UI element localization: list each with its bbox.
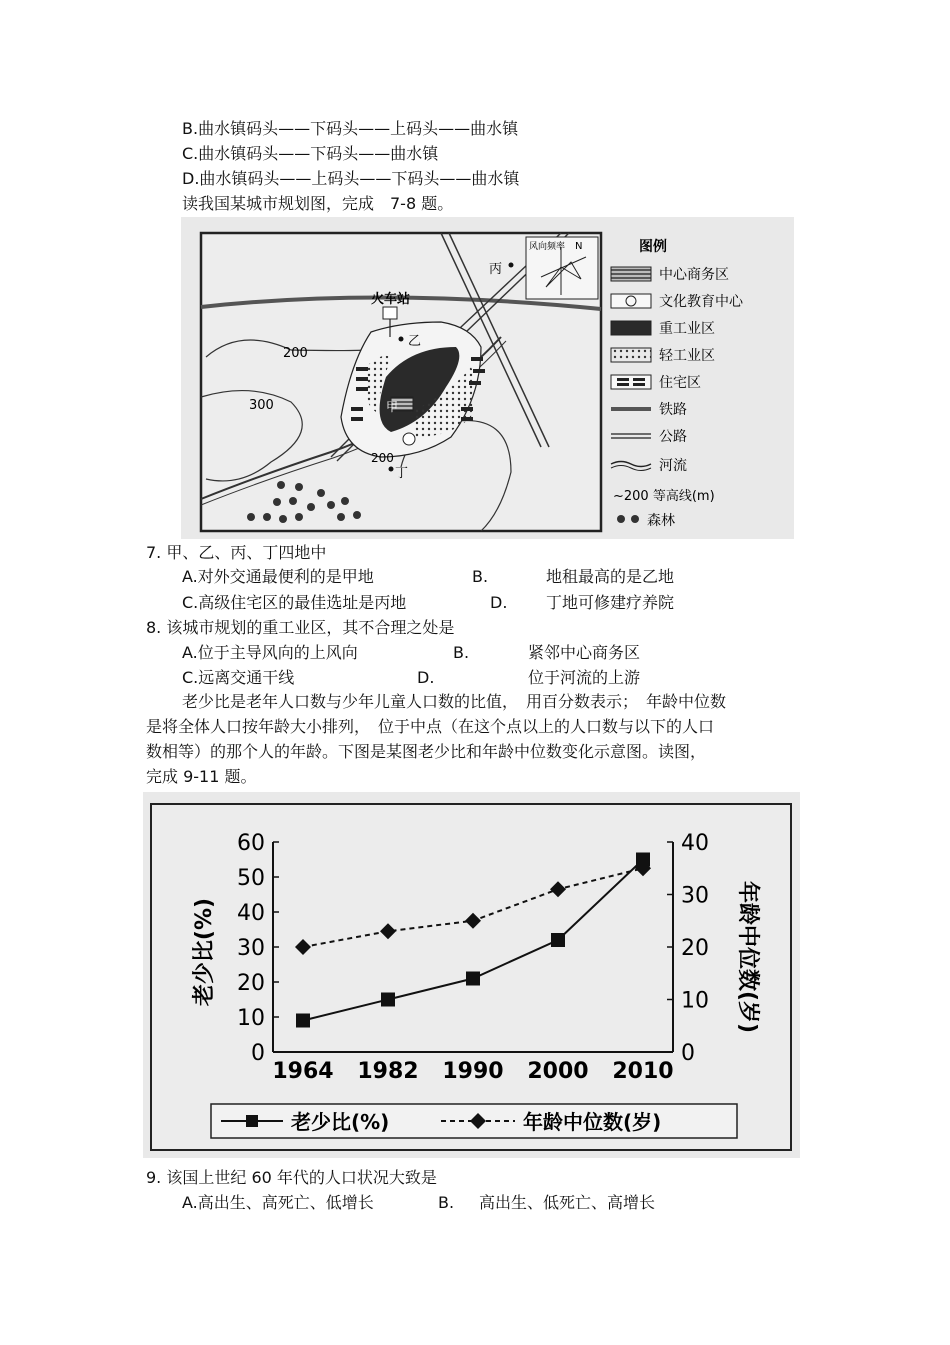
- ratio-point: [381, 993, 395, 1007]
- q8-option-b-letter: B.: [453, 643, 470, 662]
- cbd-legend-icon: [611, 267, 651, 281]
- y-left-tick-label: 30: [237, 936, 265, 961]
- legend-label-8: ~200 等高线(m): [613, 489, 715, 504]
- legend-label-7: 河流: [659, 458, 687, 474]
- q7-option-b-letter: B.: [472, 567, 489, 586]
- para-line-1: 老少比是老年人口数与少年儿童人口数的比值， 用百分数表示； 年龄中位数: [182, 692, 727, 711]
- legend-label-2: 重工业区: [659, 321, 715, 337]
- station-symbol: [383, 307, 397, 319]
- ratio-point: [551, 933, 565, 947]
- point-ding: [389, 467, 394, 472]
- label-jia: 甲: [386, 400, 399, 414]
- city-planning-map: [181, 217, 794, 539]
- y-left-tick-label: 10: [237, 1006, 265, 1031]
- q9-stem: 9. 该国上世纪 60 年代的人口状况大致是: [146, 1168, 437, 1187]
- legend-label-1: 文化教育中心: [659, 294, 743, 310]
- q8-option-a: A.位于主导风向的上风向: [182, 643, 358, 662]
- y-right-tick-label: 0: [681, 1041, 695, 1066]
- forest-legend-icon: [617, 515, 625, 523]
- q9-option-b-letter: B.: [438, 1193, 455, 1212]
- q7-option-d: 丁地可修建疗养院: [546, 593, 675, 612]
- x-tick-label: 1982: [357, 1059, 419, 1084]
- q7-option-b: 地租最高的是乙地: [546, 567, 675, 586]
- y-left-tick-label: 50: [237, 866, 265, 891]
- q8-option-d-letter: D.: [417, 668, 435, 687]
- legend-label-median: 年龄中位数(岁): [523, 1110, 662, 1134]
- q8-option-d: 位于河流的上游: [528, 668, 641, 687]
- option-b-route: B.曲水镇码头——下码头——上码头——曲水镇: [182, 119, 519, 138]
- y-right-tick-label: 20: [681, 936, 709, 961]
- label-contour-300: 300: [249, 398, 274, 413]
- para-line-4: 完成 9-11 题。: [146, 767, 257, 786]
- label-yi: 乙: [408, 334, 422, 349]
- legend-label-0: 中心商务区: [659, 267, 729, 283]
- legend-icons: [611, 267, 651, 523]
- legend-label-6: 公路: [659, 429, 687, 445]
- ratio-point: [296, 1014, 310, 1028]
- option-d-route: D.曲水镇码头——上码头——下码头——曲水镇: [182, 169, 520, 188]
- chart-svg: [143, 792, 800, 1158]
- para-line-2: 是将全体人口按年龄大小排列， 位于中点（在这个点以上的人口数与以下的人口: [146, 717, 715, 736]
- y-left-tick-label: 0: [251, 1041, 265, 1066]
- q8-stem: 8. 该城市规划的重工业区，其不合理之处是: [146, 618, 455, 637]
- y-left-tick-label: 20: [237, 971, 265, 996]
- q8-option-c: C.远离交通干线: [182, 668, 295, 687]
- light-industry-legend-icon: [611, 348, 651, 362]
- map-svg: [181, 217, 794, 539]
- x-tick-label: 1990: [442, 1059, 504, 1084]
- culture-center-symbol: [403, 433, 415, 445]
- y-left-tick-label: 60: [237, 831, 265, 856]
- legend-label-5: 铁路: [659, 402, 687, 418]
- label-contour-200b: 200: [371, 451, 394, 465]
- q7-option-d-letter: D.: [490, 593, 508, 612]
- legend-label-4: 住宅区: [659, 375, 701, 391]
- label-wind-rose: 风向频率: [529, 242, 566, 252]
- option-c-route: C.曲水镇码头——下码头——曲水镇: [182, 144, 439, 163]
- legend-square-marker: [246, 1115, 258, 1127]
- x-tick-label: 2000: [527, 1059, 589, 1084]
- para-line-3: 数相等）的那个人的年龄。下图是某图老少比和年龄中位数变化示意图。读图，: [146, 742, 707, 761]
- legend-label-9: 森林: [647, 513, 675, 529]
- q7-stem: 7. 甲、乙、丙、丁四地中: [146, 543, 327, 562]
- y-right-tick-label: 30: [681, 883, 709, 909]
- intro-7-8: 读我国某城市规划图，完成 7-8 题。: [182, 194, 454, 213]
- y-axis-left-label: 老少比(%): [192, 897, 217, 1007]
- q8-option-b: 紧邻中心商务区: [528, 643, 641, 662]
- q7-option-c: C.高级住宅区的最佳选址是丙地: [182, 593, 407, 612]
- y-axis-right-label: 年龄中位数(岁): [735, 880, 760, 1034]
- q9-option-b: 高出生、低死亡、高增长: [479, 1193, 656, 1212]
- label-ding: 丁: [395, 466, 409, 481]
- y-right-tick-label: 10: [681, 988, 709, 1014]
- legend-label-ratio: 老少比(%): [291, 1110, 390, 1134]
- y-left-tick-label: 40: [237, 901, 265, 926]
- q7-option-a: A.对外交通最便利的是甲地: [182, 567, 374, 586]
- label-bing: 丙: [489, 262, 503, 277]
- point-yi: [399, 337, 404, 342]
- population-chart: [143, 792, 800, 1158]
- label-contour-200: 200: [283, 346, 308, 361]
- x-tick-label: 2010: [612, 1059, 674, 1084]
- ratio-point: [466, 972, 480, 986]
- residential-legend-icon: [611, 375, 651, 389]
- heavy-industry-legend-icon: [611, 321, 651, 335]
- point-bing: [509, 263, 514, 268]
- legend-label-3: 轻工业区: [659, 348, 715, 364]
- label-north: N: [575, 241, 583, 252]
- y-right-tick-label: 40: [681, 831, 709, 856]
- label-station: 火车站: [371, 292, 411, 307]
- q9-option-a: A.高出生、高死亡、低增长: [182, 1193, 374, 1212]
- x-tick-label: 1964: [272, 1059, 334, 1084]
- legend-title: 图例: [639, 239, 667, 255]
